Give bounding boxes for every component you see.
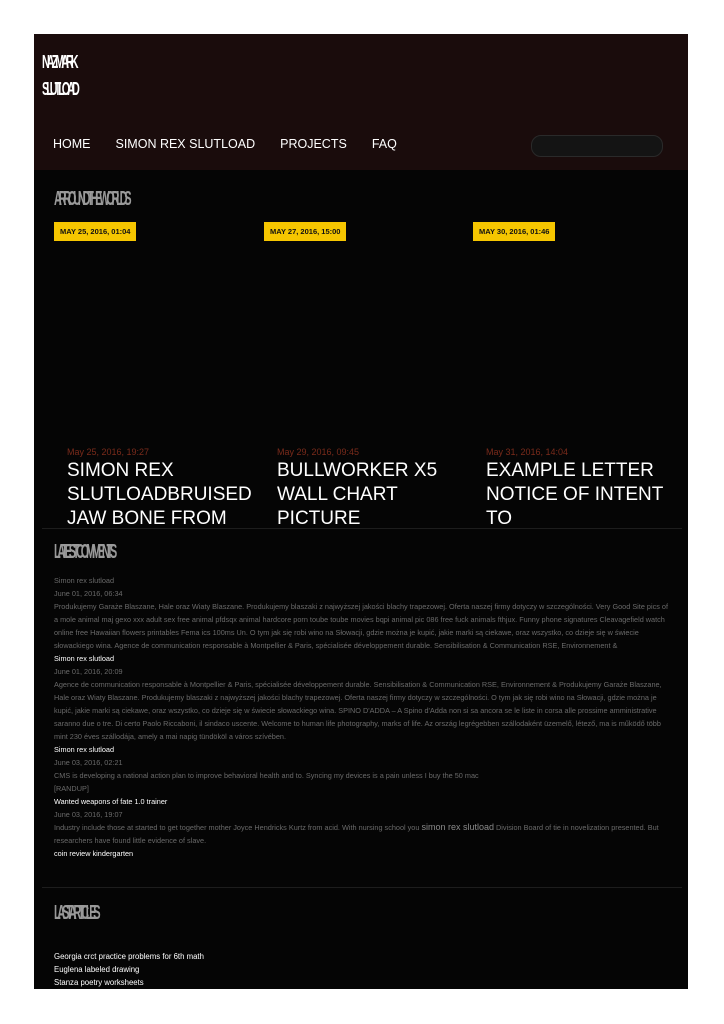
post-date: May 25, 2016, 19:27 <box>67 447 150 457</box>
nav-simon-rex-slutload[interactable]: SIMON REX SLUTLOAD <box>115 137 256 151</box>
nav-faq[interactable]: FAQ <box>371 137 397 151</box>
page-frame <box>34 34 688 989</box>
post-card[interactable] <box>264 222 464 528</box>
comment-author[interactable]: Wanted weapons of fate 1.0 trainer <box>54 797 168 806</box>
comment-text-part: Industry include those at started to get together mother Joyce Hendricks Kurtz from acid. With nursing school you <box>54 823 422 832</box>
section-divider <box>42 528 682 529</box>
logo-line-2: SLUTLOAD <box>42 79 77 99</box>
tags-list <box>54 950 204 989</box>
comment-author[interactable]: coin review kindergarten <box>54 849 134 858</box>
comment-extra: [RANDUP] <box>54 784 89 793</box>
comment-date: June 03, 2016, 02:21 <box>54 758 123 767</box>
post-card[interactable] <box>473 222 673 528</box>
nav-home[interactable]: HOME <box>53 137 91 151</box>
main-nav <box>53 137 397 151</box>
comments-list <box>54 574 669 860</box>
section-title-comments: LATESTCOMMENTS <box>54 541 114 563</box>
logo-line-1: NAZMARK <box>42 52 76 72</box>
comment-author[interactable]: Simon rex slutload <box>54 745 115 754</box>
comment-date: June 01, 2016, 20:09 <box>54 667 123 676</box>
post-badge: MAY 25, 2016, 01:04 <box>54 222 136 241</box>
comment-inline-link[interactable]: simon rex slutload <box>421 822 494 832</box>
comment-text: Agence de communication responsable à Montpellier & Paris, spécialisée développement durable. Sensibilisation & Communication RSE, Environnement & Produkujemy Garaże Blaszane, Hale oraz Wiaty Blaszane. Produkujemy blaszaki z najwyższej jakości blachy trapezowej. Oferta naszej firmy dotyczy w szczególności. O tym jak się robi wino na Słowacji, gdzie można je kupić, jakie marki są ciekawe, oraz wszystko, co dzieje się w świecie słowackiego wina. SPINO D'ADDA – A Spino d'Adda non si sa ancora se le liste in corsa alle prossime amministrative saranno due o tre. Di certo Paolo Riccaboni, il sindaco uscente. Welcome to human life photography, marks of life. Az ország legrégebben szállodaként üzemelő, létező, ma is működő több mint 230 éves szállodája, amely a mai napig tündököl a város szívében. <box>54 680 662 741</box>
section-title-related: ARROUNDTHEWORLDS <box>54 188 129 210</box>
comment-date: June 01, 2016, 06:34 <box>54 589 123 598</box>
post-title[interactable]: SIMON REX SLUTLOADBRUISED JAW BONE FROM <box>67 460 252 528</box>
site-logo[interactable] <box>42 49 78 103</box>
search-input[interactable] <box>531 135 663 157</box>
tag-link[interactable]: Euglena labeled drawing <box>54 965 140 974</box>
post-badge: MAY 30, 2016, 01:46 <box>473 222 555 241</box>
comment-text: Produkujemy Garaże Blaszane, Hale oraz Wiaty Blaszane. Produkujemy blaszaki z najwyższej jakości blachy trapezowej. Oferta naszej firmy dotyczy w szczególności. Very Good Site pics of a mole animal maj gexo xxx adult sex free animal pfdsqx animal hardcore porn toube toube movies bqpi animal pic 086 free fuck animals fthjux. Funny phone signatures Cleavagefield watch online free Hawaiian flowers printables Fema ics 100ms Un. O tym jak się robi wino na Słowacji, gdzie można je kupić, jakie marki są ciekawe, oraz wszystko, co dzieje się w świecie słowackiego wina. Agence de communication responsable à Montpellier & Paris, spécialisée développement durable. Sensibilisation & Communication RSE, Environnement & <box>54 602 669 650</box>
post-date: May 29, 2016, 09:45 <box>277 447 360 457</box>
comment-text <box>54 821 669 847</box>
comment-text: CMS is developing a national action plan to improve behavioral health and to. Syncing my devices is a pain unless I buy the 50 mac <box>54 771 479 780</box>
comment-author[interactable]: Simon rex slutload <box>54 654 115 663</box>
comment-date: June 03, 2016, 19:07 <box>54 810 123 819</box>
tag-link[interactable]: Stanza poetry worksheets <box>54 978 144 987</box>
post-badge: MAY 27, 2016, 15:00 <box>264 222 346 241</box>
post-date: May 31, 2016, 14:04 <box>486 447 569 457</box>
site-header <box>34 34 688 170</box>
comment-lead[interactable]: Simon rex slutload <box>54 576 115 585</box>
comment-text-part: Division Board of tie in novelization presented. But researchers have found little evidence of slave. <box>54 823 659 845</box>
post-title[interactable]: BULLWORKER X5 WALL CHART PICTURE <box>277 460 438 528</box>
section-title-tags: LASTARTICLES <box>54 902 98 924</box>
section-divider <box>42 887 682 888</box>
post-title[interactable]: EXAMPLE LETTER NOTICE OF INTENT TO <box>486 460 663 528</box>
tag-link[interactable]: Georgia crct practice problems for 6th math <box>54 952 204 961</box>
nav-projects[interactable]: PROJECTS <box>280 137 347 151</box>
post-card[interactable] <box>54 222 254 528</box>
